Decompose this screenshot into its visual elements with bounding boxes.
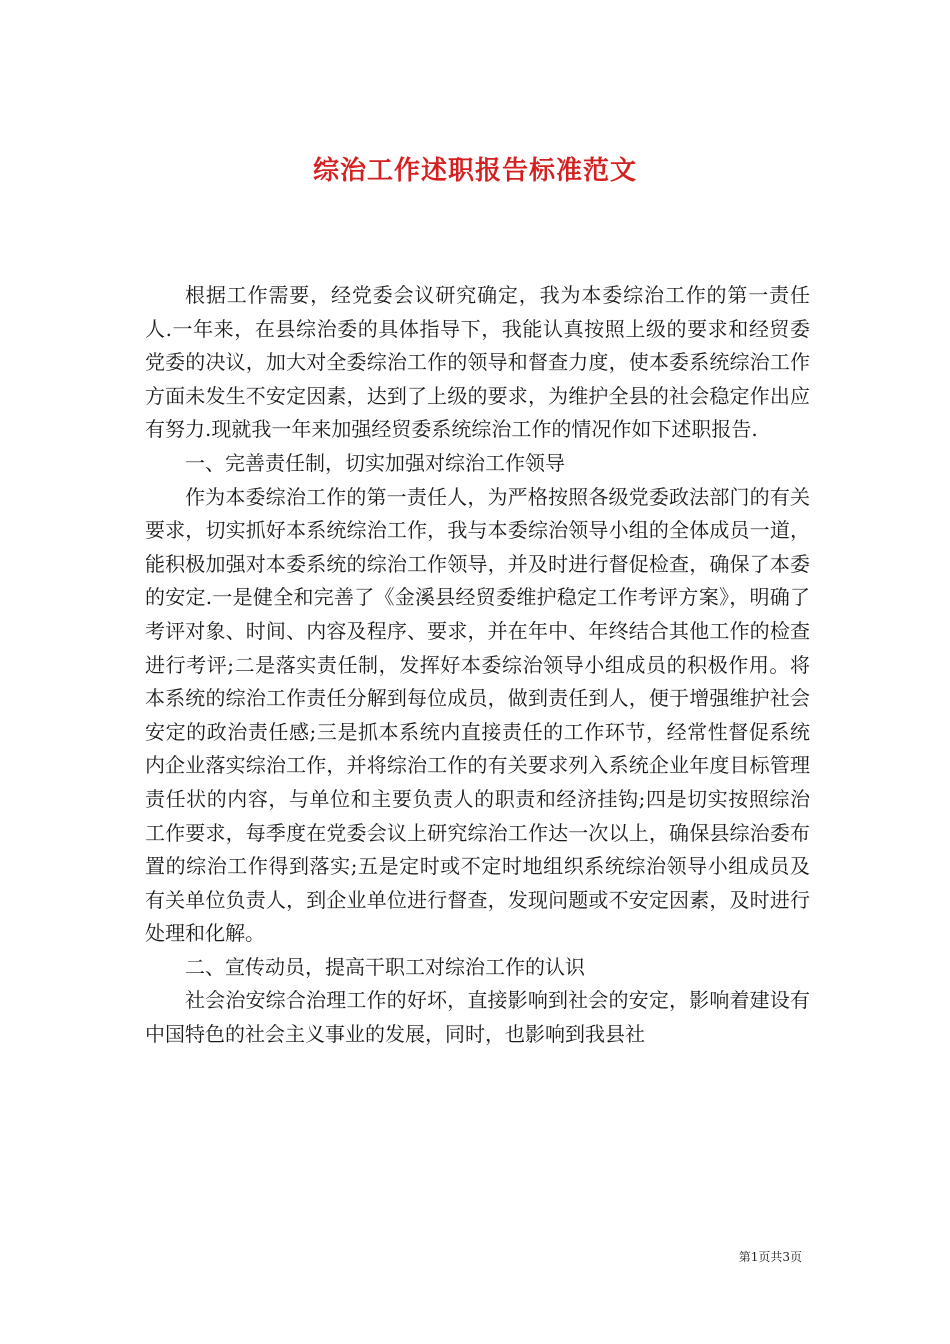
- section-heading-1: 一、完善责任制，切实加强对综治工作领导: [185, 450, 565, 475]
- paragraph-section-1: 作为本委综治工作的第一责任人，为严格按照各级党委政法部门的有关要求，切实抓好本系统综治工作，我与本委综治领导小组的全体成员一道，能积极加强对本委系统的综治工作领导，并及时进行督促检查，确保了本委的安定.一是健全和完善了《金溪县经贸委维护稳定工作考评方案》，明确了考评对象、时间、内容及程序、要求，并在年中、年终结合其他工作的检查进行考评;二是落实责任制，发挥好本委综治领导小组成员的积极作用。将本系统的综治工作责任分解到每位成员，做到责任到人，便于增强维护社会安定的政治责任感;三是抓本系统内直接责任的工作环节，经常性督促系统内企业落实综治工作，并将综治工作的有关要求列入系统企业年度目标管理责任状的内容，与单位和主要负责人的职责和经济挂钩;四是切实按照综治工作要求，每季度在党委会议上研究综治工作达一次以上，确保县综治委布置的综治工作得到落实;五是定时或不定时地组织系统综治领导小组成员及有关单位负责人，到企业单位进行督查，发现问题或不安定因素，及时进行处理和化解。: [145, 484, 810, 946]
- section-heading-2: 二、宣传动员，提高干职工对综治工作的认识: [185, 954, 585, 979]
- paragraph-section-2: 社会治安综合治理工作的好坏，直接影响到社会的安定，影响着建设有中国特色的社会主义事业的发展，同时，也影响到我县社: [145, 988, 810, 1047]
- document-body: [145, 279, 810, 1052]
- page-number: 第1页共3页: [738, 1250, 802, 1264]
- page-title: 综治工作述职报告标准范文: [312, 156, 637, 187]
- paragraph-intro: 根据工作需要，经党委会议研究确定，我为本委综治工作的第一责任人.一年来，在县综治委的具体指导下，我能认真按照上级的要求和经贸委党委的决议，加大对全委综治工作的领导和督查力度，使本委系统综治工作方面未发生不安定因素，达到了上级的要求，为维护全县的社会稳定作出应有努力.现就我一年来加强经贸委系统综治工作的情况作如下述职报告.: [145, 283, 810, 442]
